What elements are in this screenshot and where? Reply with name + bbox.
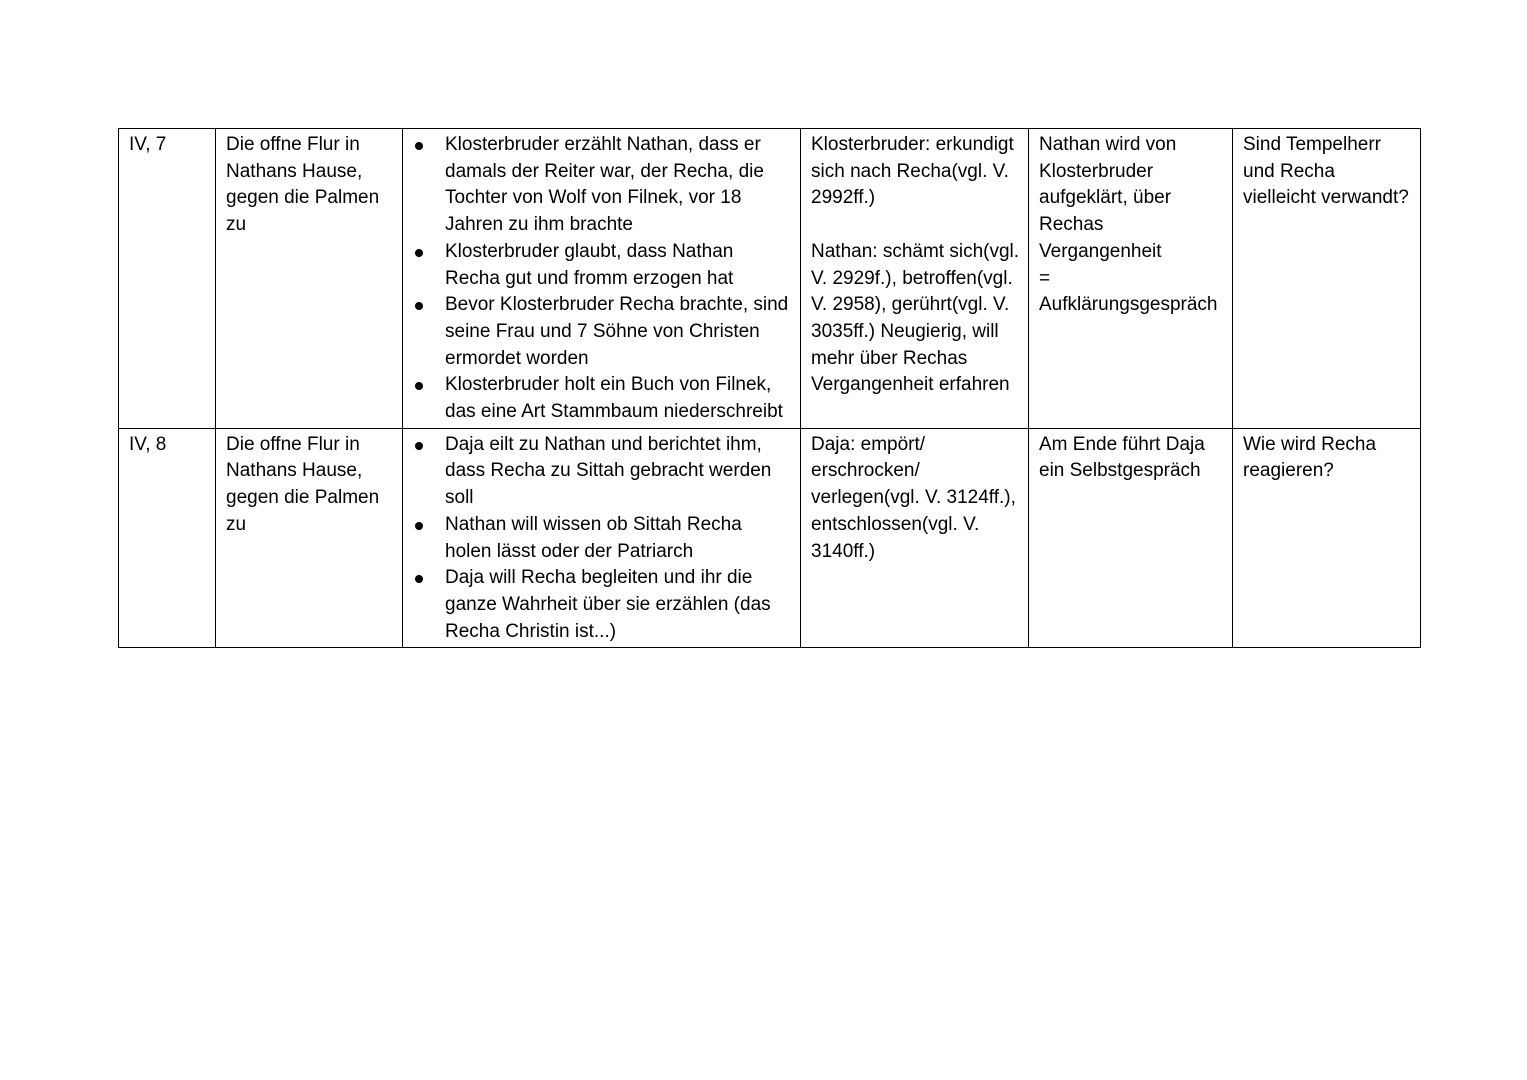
bullet-icon [415, 575, 423, 583]
function-text: Am Ende führt Daja ein Selbstgespräch [1039, 433, 1205, 482]
list-item-text: Daja will Recha begleiten und ihr die ganze Wahrheit über sie erzählen (das Recha Christin ist...) [445, 567, 771, 642]
bullet-icon [415, 382, 423, 390]
bullet-icon [415, 522, 423, 530]
function-cell [1029, 129, 1233, 429]
function-text: Aufklärungsgespräch [1039, 294, 1218, 316]
list-item-text: Daja eilt zu Nathan und berichtet ihm, dass Recha zu Sittah gebracht werden soll [445, 433, 772, 509]
question-cell: Sind Tempelherr und Recha vielleicht verwandt? [1233, 129, 1421, 429]
table-row [119, 428, 1421, 648]
characters-cell [801, 428, 1029, 648]
function-text: = [1039, 267, 1051, 289]
bullet-icon [415, 142, 423, 150]
list-item-text: Klosterbruder erzählt Nathan, dass er damals der Reiter war, der Recha, die Tochter von Wolf von Filnek, vor 18 Jahren zu ihm brachte [445, 134, 764, 236]
list-item-text: Bevor Klosterbruder Recha brachte, sind seine Frau und 7 Söhne von Christen ermordet worden [445, 294, 789, 369]
scene-cell: IV, 8 [119, 428, 216, 648]
scene-analysis-table [118, 128, 1421, 648]
character-note: Klosterbruder: erkundigt sich nach Recha(vgl. V. 2992ff.) [811, 134, 1014, 209]
list-item [413, 565, 792, 645]
character-note: Nathan: schämt sich(vgl. V. 2929f.), betroffen(vgl. V. 2958), gerührt(vgl. V. 3035ff.) Neugierig, will mehr über Rechas Vergangenheit erfahren [811, 240, 1020, 396]
list-item [413, 239, 792, 292]
content-list [413, 132, 792, 426]
content-list [413, 432, 792, 646]
content-cell [403, 129, 801, 429]
place-cell: Die offne Flur in Nathans Hause, gegen die Palmen zu [216, 129, 403, 429]
bullet-icon [415, 249, 423, 257]
content-cell [403, 428, 801, 648]
place-cell: Die offne Flur in Nathans Hause, gegen die Palmen zu [216, 428, 403, 648]
character-note: Daja: empört/ erschrocken/ verlegen(vgl. V. 3124ff.), entschlossen(vgl. V. 3140ff.) [811, 433, 1016, 562]
list-item [413, 292, 792, 372]
characters-cell [801, 129, 1029, 429]
list-item [413, 512, 792, 565]
list-item [413, 132, 792, 239]
table-row [119, 129, 1421, 429]
list-item-text: Klosterbruder holt ein Buch von Filnek, das eine Art Stammbaum niederschreibt [445, 374, 783, 423]
question-cell: Wie wird Recha reagieren? [1233, 428, 1421, 648]
list-item-text: Klosterbruder glaubt, dass Nathan Recha gut und fromm erzogen hat [445, 240, 734, 289]
bullet-icon [415, 302, 423, 310]
function-cell [1029, 428, 1233, 648]
list-item [413, 432, 792, 512]
bullet-icon [415, 442, 423, 450]
function-text: Nathan wird von Klosterbruder aufgeklärt, über Rechas Vergangenheit [1039, 134, 1177, 262]
list-item-text: Nathan will wissen ob Sittah Recha holen lässt oder der Patriarch [445, 513, 742, 562]
scene-cell: IV, 7 [119, 129, 216, 429]
list-item [413, 372, 792, 425]
